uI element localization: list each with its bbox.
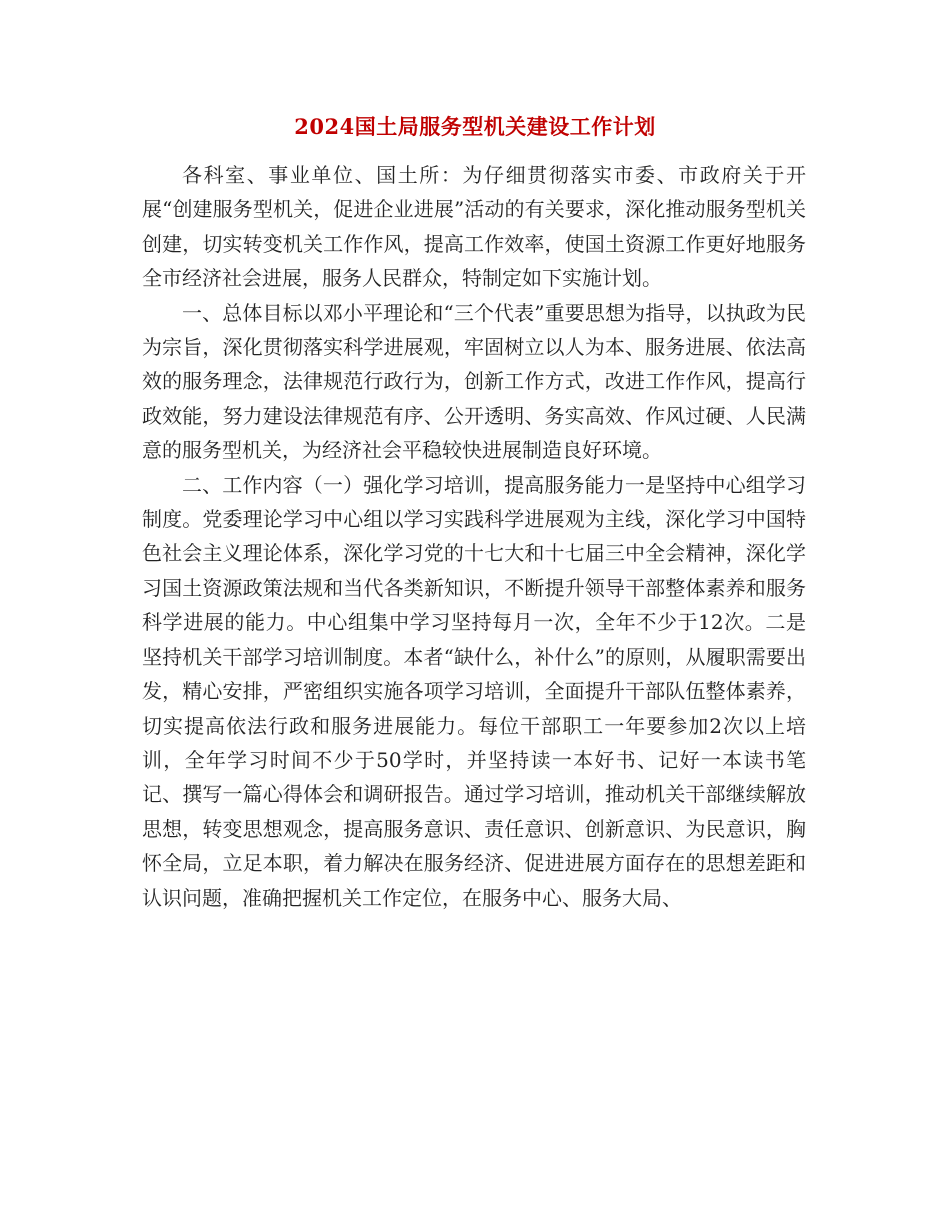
paragraph-intro: 各科室、事业单位、国土所：为仔细贯彻落实市委、市政府关于开展“创建服务型机关，促进企业进展”活动的有关要求，深化推动服务型机关创建，切实转变机关工作作风，提高工作效率，使国土资源工作更好地服务全市经济社会进展，服务人民群众，特制定如下实施计划。 — [142, 163, 806, 291]
document-body — [142, 158, 806, 915]
document-title: 2024国土局服务型机关建设工作计划 — [294, 114, 656, 139]
paragraph-work-content: 二、工作内容（一）强化学习培训，提高服务能力一是坚持中心组学习制度。党委理论学习中心组以学习实践科学进展观为主线，深化学习中国特色社会主义理论体系，深化学习党的十七大和十七届三中全会精神，深化学习国土资源政策法规和当代各类新知识，不断提升领导干部整体素养和服务科学进展的能力。中心组集中学习坚持每月一次，全年不少于12次。二是坚持机关干部学习培训制度。本者“缺什么，补什么”的原则，从履职需要出发，精心安排，严密组织实施各项学习培训，全面提升干部队伍整体素养，切实提高依法行政和服务进展能力。每位干部职工一年要参加2次以上培训，全年学习时间不少于50学时，并坚持读一本好书、记好一本读书笔记、撰写一篇心得体会和调研报告。通过学习培训，推动机关干部继续解放思想，转变思想观念，提高服务意识、责任意识、创新意识、为民意识，胸怀全局，立足本职，着力解决在服务经济、促进进展方面存在的思想差距和认识问题，准确把握机关工作定位，在服务中心、服务大局、 — [142, 472, 806, 910]
paragraph-overall-goal: 一、总体目标以邓小平理论和“三个代表”重要思想为指导，以执政为民为宗旨，深化贯彻落实科学进展观，牢固树立以人为本、服务进展、依法高效的服务理念，法律规范行政行为，创新工作方式，改进工作作风，提高行政效能，努力建设法律规范有序、公开透明、务实高效、作风过硬、人民满意的服务型机关，为经济社会平稳较快进展制造良好环境。 — [142, 300, 806, 463]
